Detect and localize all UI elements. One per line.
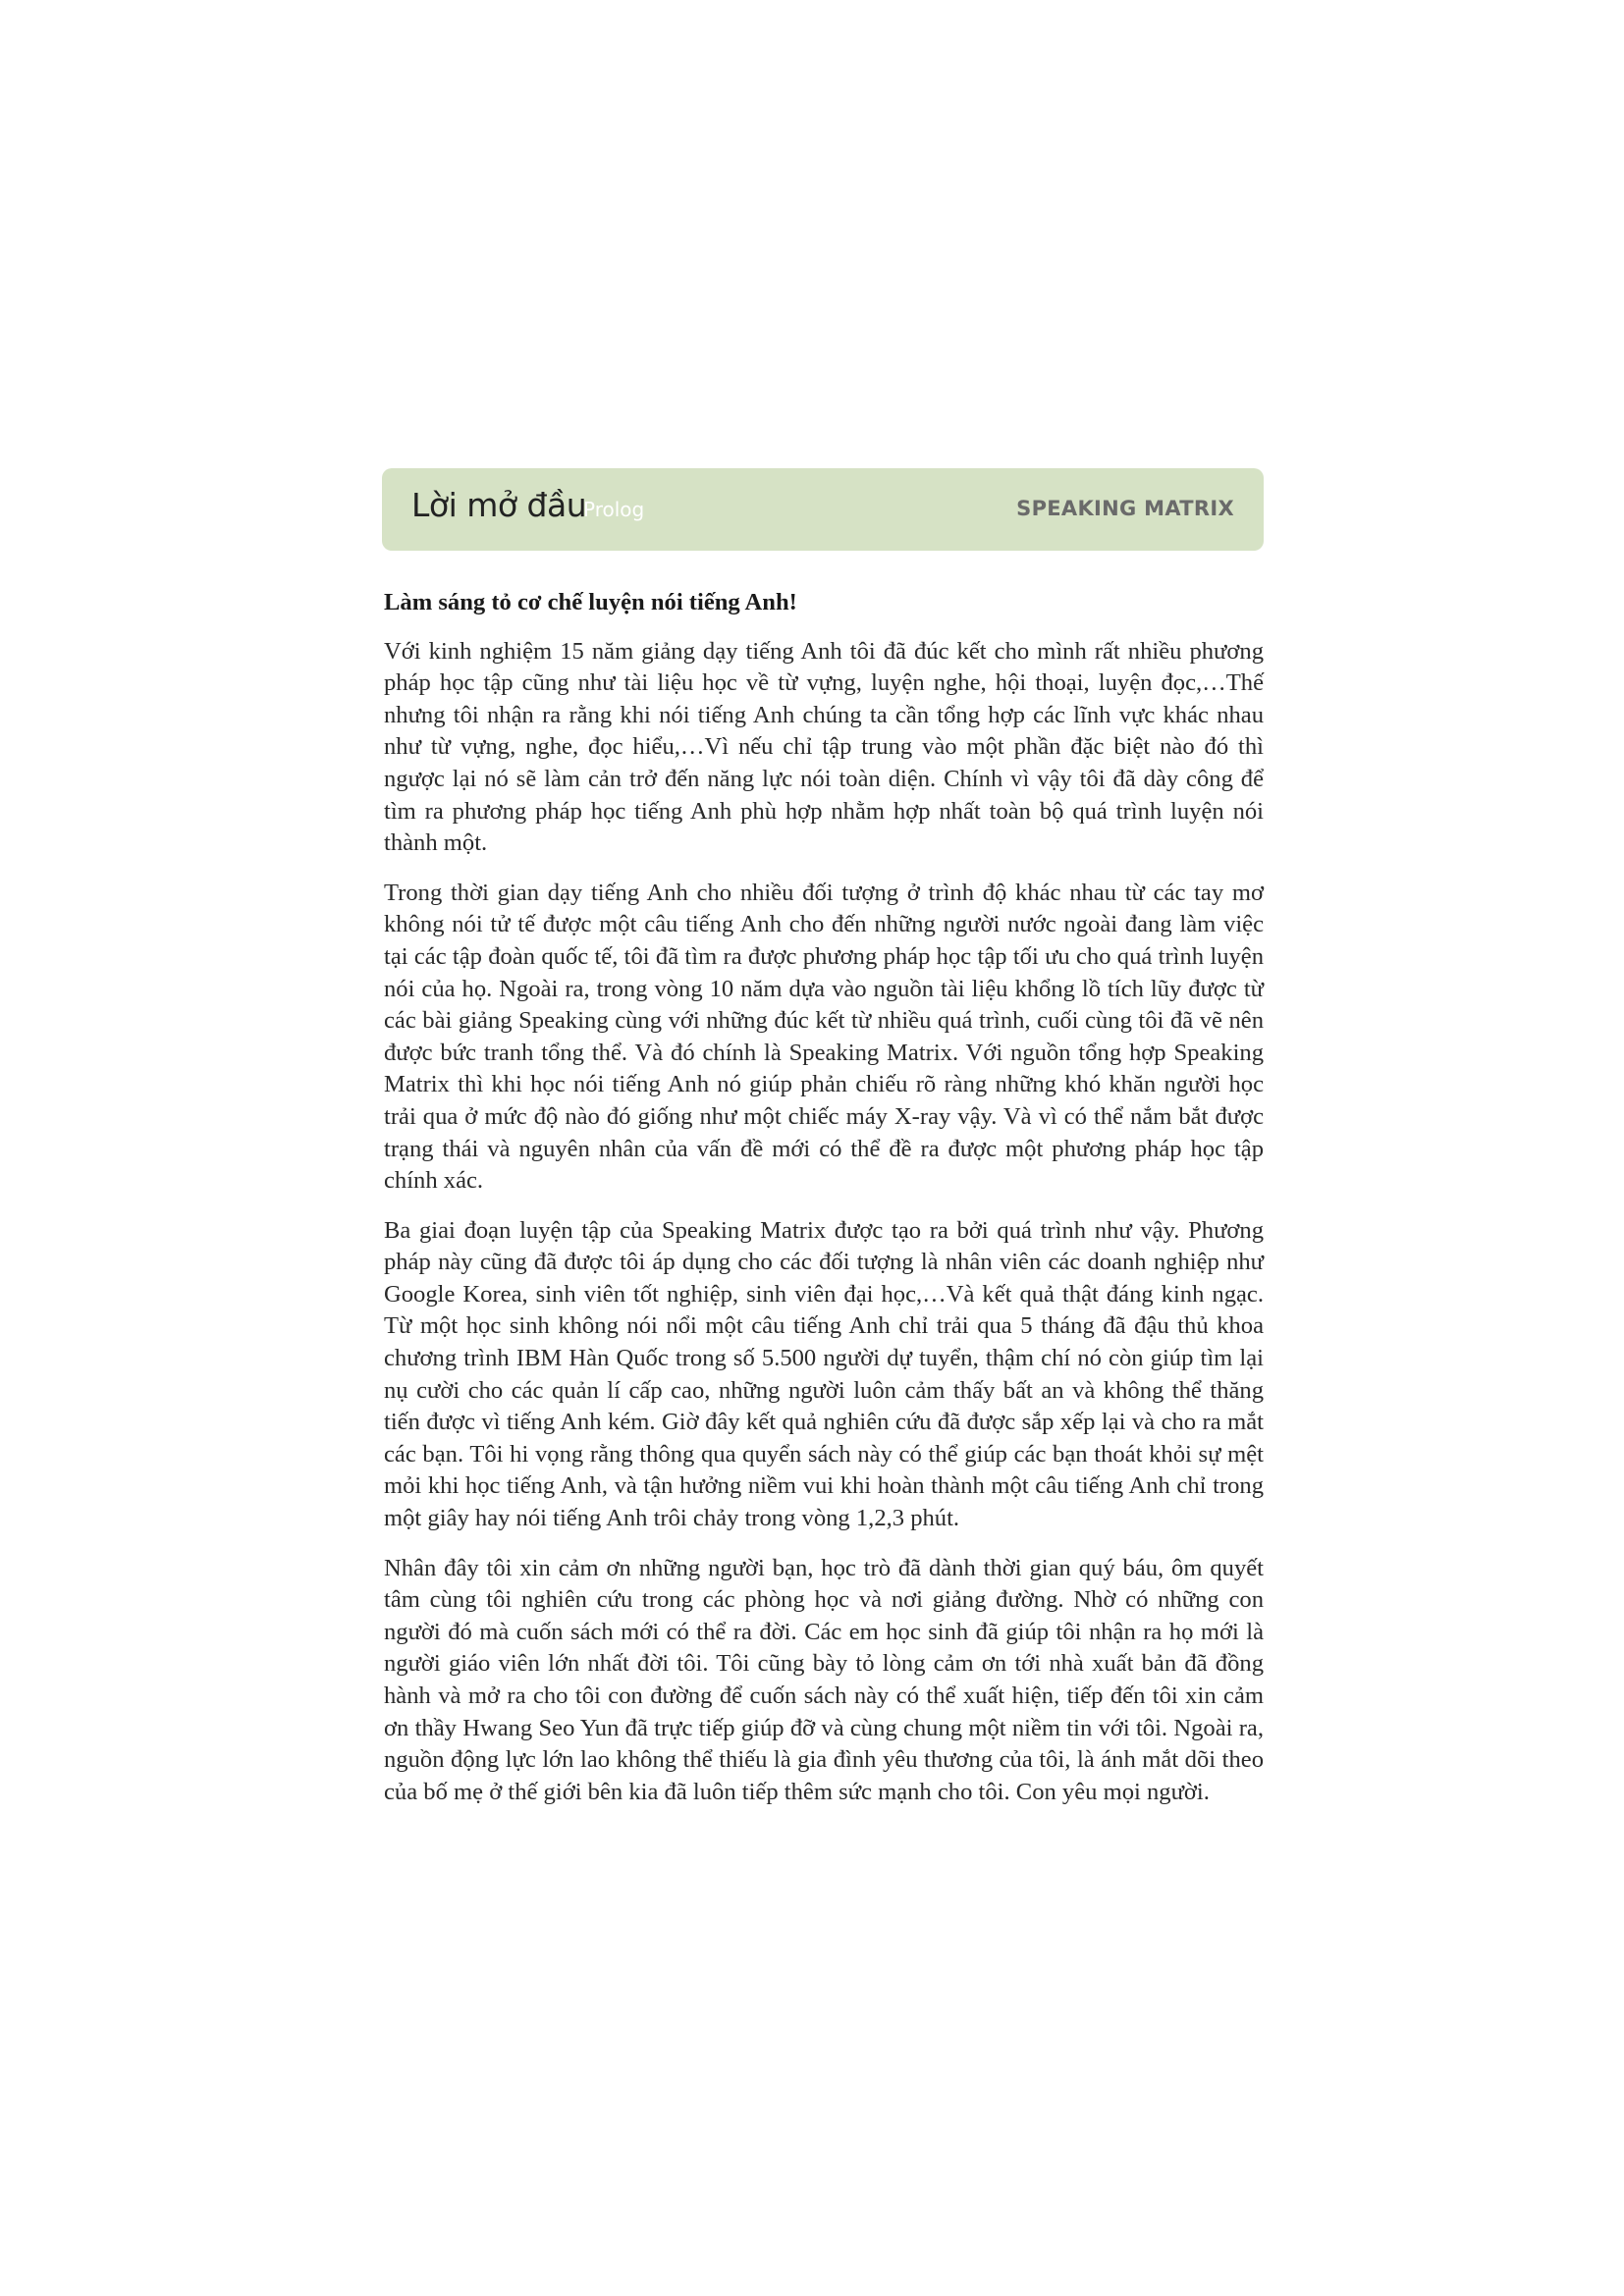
paragraph: Nhân đây tôi xin cảm ơn những người bạn, học trò đã dành thời gian quý báu, ôm quyết tâm cùng tôi nghiên cứu trong các phòng học và nơi giảng đường. Nhờ có những con người đó mà cuốn sách mới có thể ra đời. Các em học sinh đã giúp tôi nhận ra họ mới là người giáo viên lớn nhất đời tôi. Tôi cũng bày tỏ lòng cảm ơn tới nhà xuất bản đã đồng hành và mở ra cho tôi con đường để cuốn sách này có thể xuất hiện, tiếp đến tôi xin cảm ơn thầy Hwang Seo Yun đã trực tiếp giúp đỡ và cùng chung một niềm tin với tôi. Ngoài ra, nguồn động lực lớn lao không thể thiếu là gia đình yêu thương của tôi, là ánh mắt dõi theo của bố mẹ ở thế giới bên kia đã luôn tiếp thêm sức mạnh cho tôi. Con yêu mọi người.	[384, 1554, 1264, 1805]
chapter-subtitle: Prolog	[583, 498, 645, 521]
paragraph: Trong thời gian dạy tiếng Anh cho nhiều đối tượng ở trình độ khác nhau từ các tay mơ không nói tử tế được một câu tiếng Anh cho đến những người nước ngoài đang làm việc tại các tập đoàn quốc tế, tôi đã tìm ra được phương pháp học tập tối ưu cho quá trình luyện nói của họ. Ngoài ra, trong vòng 10 năm dựa vào nguồn tài liệu khổng lồ tích lũy được từ các bài giảng Speaking cùng với những đúc kết từ nhiều quá trình, cuối cùng tôi đã vẽ nên được bức tranh tổng thể. Và đó chính là Speaking Matrix. Với nguồn tổng hợp Speaking Matrix thì khi học nói tiếng Anh nó giúp phản chiếu rõ ràng những khó khăn người học trải qua ở mức độ nào đó giống như một chiếc máy X-ray vậy. Và vì có thể nắm bắt được trạng thái và nguyên nhân của vấn đề mới có thể đề ra được một phương pháp học tập chính xác.	[384, 879, 1264, 1195]
article-body	[384, 587, 1264, 1826]
article-heading: Làm sáng tỏ cơ chế luyện nói tiếng Anh!	[384, 589, 797, 615]
paragraph: Với kinh nghiệm 15 năm giảng dạy tiếng Anh tôi đã đúc kết cho mình rất nhiều phương pháp học tập cũng như tài liệu học về từ vựng, luyện nghe, hội thoại, luyện đọc,…Thế nhưng tôi nhận ra rằng khi nói tiếng Anh chúng ta cần tổng hợp các lĩnh vực khác nhau như từ vựng, nghe, đọc hiểu,…Vì nếu chỉ tập trung vào một phần đặc biệt nào đó thì ngược lại nó sẽ làm cản trở đến năng lực nói toàn diện. Chính vì vậy tôi đã dày công để tìm ra phương pháp học tiếng Anh phù hợp nhằm hợp nhất toàn bộ quá trình luyện nói thành một.	[384, 637, 1264, 857]
paragraph: Ba giai đoạn luyện tập của Speaking Matrix được tạo ra bởi quá trình như vậy. Phương pháp này cũng đã được tôi áp dụng cho các đối tượng là nhân viên các doanh nghiệp như Google Korea, sinh viên tốt nghiệp, sinh viên đại học,…Và kết quả thật đáng kinh ngạc. Từ một học sinh không nói nổi một câu tiếng Anh chỉ trải qua 5 tháng đã đậu thủ khoa chương trình IBM Hàn Quốc trong số 5.500 người dự tuyển, thậm chí nó còn giúp tìm lại nụ cười cho các quản lí cấp cao, những người luôn cảm thấy bất an và không thể thăng tiến được vì tiếng Anh kém. Giờ đây kết quả nghiên cứu đã được sắp xếp lại và cho ra mắt các bạn. Tôi hi vọng rằng thông qua quyển sách này có thể giúp các bạn thoát khỏi sự mệt mỏi khi học tiếng Anh, và tận hưởng niềm vui khi hoàn thành một câu tiếng Anh chỉ trong một giây hay nói tiếng Anh trôi chảy trong vòng 1,2,3 phút.	[384, 1216, 1264, 1532]
book-series-label: SPEAKING MATRIX	[1016, 497, 1234, 520]
chapter-title: Lời mở đầu	[411, 486, 587, 524]
chapter-header	[382, 468, 1264, 551]
